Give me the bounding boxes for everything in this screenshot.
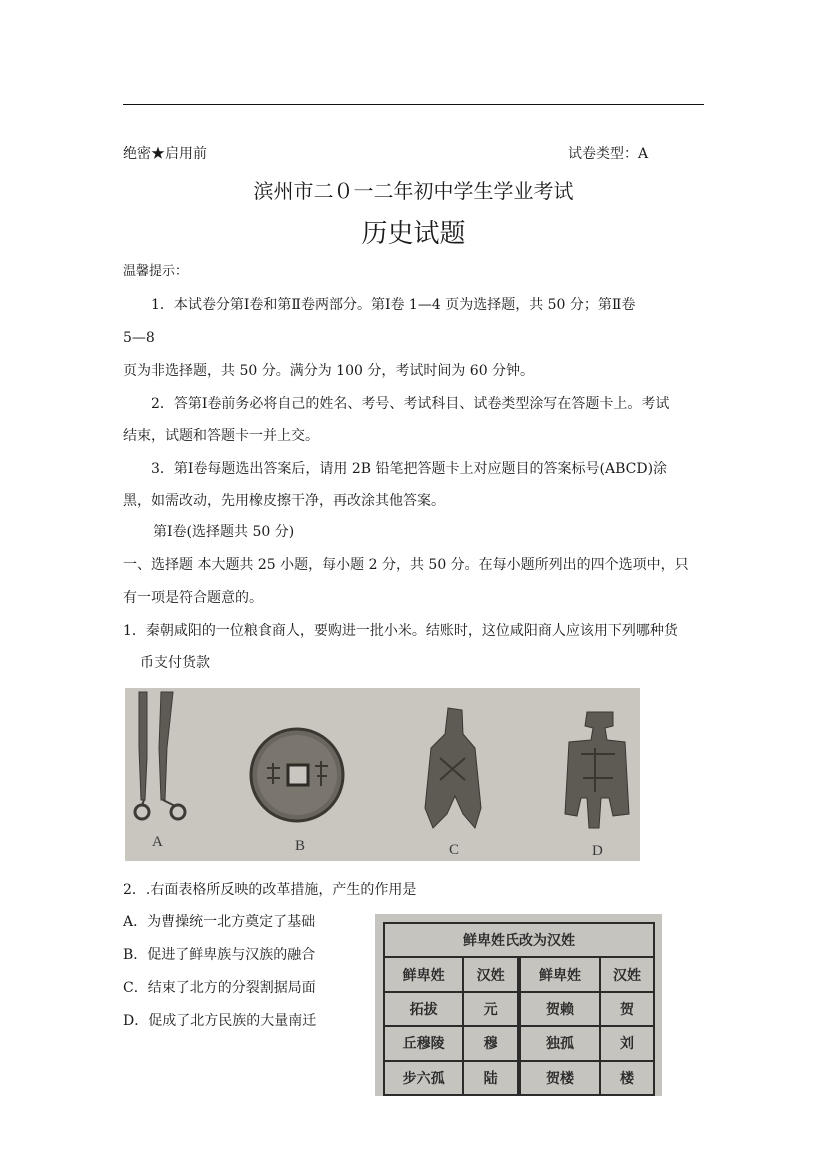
tip-1-line-3: 页为非选择题，共 50 分。满分为 100 分，考试时间为 60 分钟。: [123, 363, 535, 379]
table-cell: 贺赖: [519, 992, 600, 1026]
table-row: [384, 992, 654, 1026]
tip-2-line-2: 结束，试题和答题卡一并上交。: [123, 428, 319, 444]
question-2-option-d: D．促成了北方民族的大量南迁: [123, 1013, 317, 1029]
table-cell: 贺楼: [519, 1061, 600, 1095]
table-row: [384, 1026, 654, 1060]
square-spade-coin-icon: [565, 712, 629, 828]
table-cell: 陆: [463, 1061, 519, 1095]
exam-subtitle: 历史试题: [361, 219, 466, 249]
section-instructions-line-1: 一、选择题 本大题共 25 小题，每小题 2 分，共 50 分。在每小题所列出的四个选项中，只: [123, 557, 689, 573]
knife-coin-icon: [135, 692, 185, 819]
table-header: 汉姓: [463, 957, 519, 991]
table-title: 鲜卑姓氏改为汉姓: [384, 923, 654, 957]
question-2-option-a: A．为曹操统一北方奠定了基础: [123, 914, 316, 930]
question-2-option-b: B．促进了鲜卑族与汉族的融合: [123, 947, 316, 963]
question-1-line-2: 币支付货款: [140, 655, 210, 671]
table-cell: 步六孤: [384, 1061, 463, 1095]
table-cell: 刘: [600, 1026, 654, 1060]
table-cell: 元: [463, 992, 519, 1026]
coin-label-a: A: [152, 834, 163, 850]
round-coin-icon: [251, 729, 343, 821]
exam-title: 滨州市二０一二年初中学生学业考试: [253, 179, 574, 203]
table-header: 鲜卑姓: [384, 957, 463, 991]
pointed-spade-coin-icon: [425, 708, 481, 828]
surname-table: [383, 922, 655, 1096]
tip-1-line-1: 1．本试卷分第Ⅰ卷和第Ⅱ卷两部分。第Ⅰ卷 1—4 页为选择题，共 50 分；第Ⅱ卷: [151, 297, 636, 313]
coins-photo: [125, 688, 640, 861]
coins-illustration: [125, 688, 640, 861]
header-rule: [123, 104, 704, 105]
question-2-stem: 2．.右面表格所反映的改革措施，产生的作用是: [123, 882, 417, 898]
section-heading: 第Ⅰ卷(选择题共 50 分): [153, 524, 295, 540]
table-row: [384, 1061, 654, 1095]
paper-type-label: 试卷类型：A: [568, 146, 649, 162]
tip-2-line-1: 2．答第Ⅰ卷前务必将自己的姓名、考号、考试科目、试卷类型涂写在答题卡上。考试: [151, 396, 670, 412]
question-2-option-c: C．结束了北方的分裂割据局面: [123, 980, 316, 996]
table-header: 汉姓: [600, 957, 654, 991]
table-header: 鲜卑姓: [519, 957, 600, 991]
surname-table-grid: [383, 922, 655, 1096]
table-cell: 丘穆陵: [384, 1026, 463, 1060]
secret-label: 绝密★启用前: [123, 146, 207, 162]
table-cell: 穆: [463, 1026, 519, 1060]
tip-3-line-1: 3．第Ⅰ卷每题选出答案后，请用 2B 铅笔把答题卡上对应题目的答案标号(ABCD)涂: [151, 461, 668, 477]
coin-label-c: C: [449, 842, 460, 858]
coin-label-b: B: [295, 838, 306, 854]
section-instructions-line-2: 有一项是符合题意的。: [123, 590, 263, 606]
table-cell: 贺: [600, 992, 654, 1026]
table-cell: 独孤: [519, 1026, 600, 1060]
table-cell: 楼: [600, 1061, 654, 1095]
tip-1-line-2: 5—8: [123, 330, 155, 346]
tip-3-line-2: 黑，如需改动，先用橡皮擦干净，再改涂其他答案。: [123, 493, 445, 509]
question-1-line-1: 1．秦朝咸阳的一位粮食商人，要购进一批小米。结账时，这位咸阳商人应该用下列哪种货: [123, 623, 678, 639]
coin-label-d: D: [592, 843, 603, 859]
tips-heading: 温馨提示：: [123, 264, 189, 279]
table-cell: 拓拔: [384, 992, 463, 1026]
